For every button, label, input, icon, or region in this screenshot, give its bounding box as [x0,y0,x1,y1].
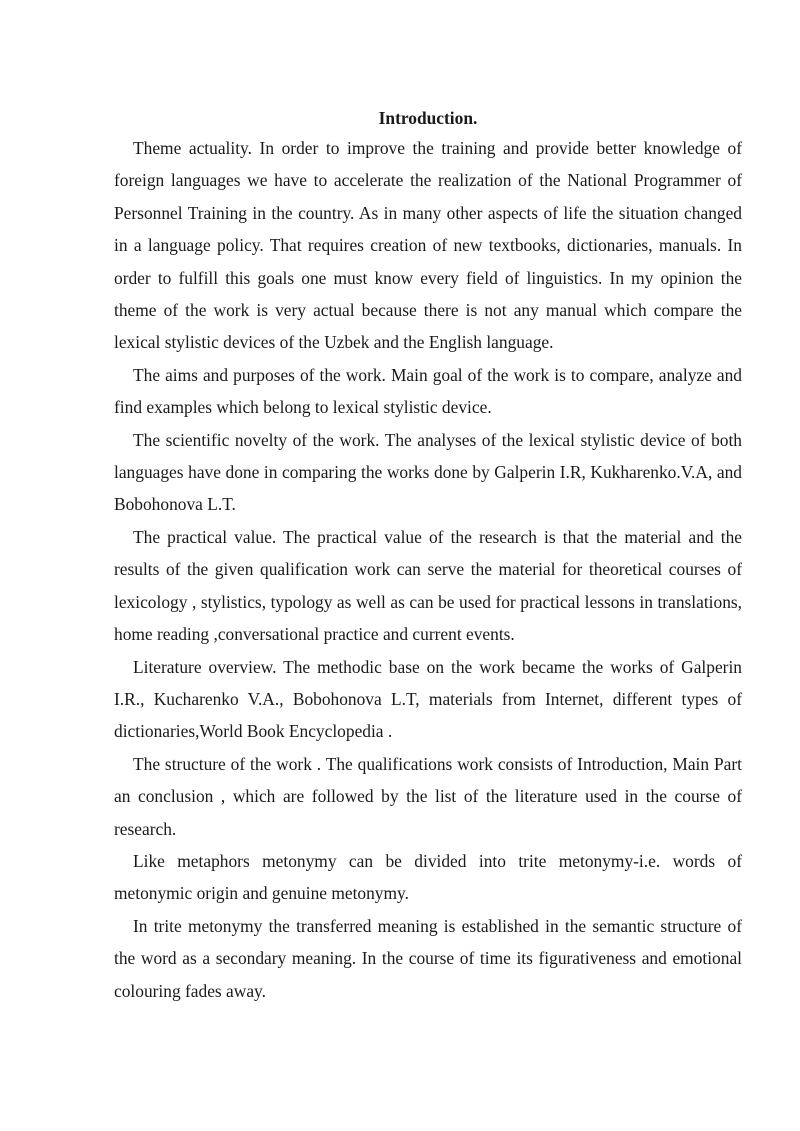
page-title: Introduction. [378,108,478,128]
paragraph-scientific-novelty: The scientific novelty of the work. The analyses of the lexical stylistic device of both languages have done in comparing the works done by Galperin I.R, Kukharenko.V.A, and Bobohonova L.T. [114,429,742,515]
paragraph-theme-actuality: Theme actuality. In order to improve the training and provide better knowledge of foreign languages we have to accelerate the realization of the National Programmer of Personnel Training in the country. As in many other aspects of life the situation changed in a language policy. That requires creation of new textbooks, dictionaries, manuals. In order to fulfill this goals one must know every field of linguistics. In my opinion the theme of the work is very actual because there is not any manual which compare the lexical stylistic devices of the Uzbek and the English language. [114,138,742,353]
paragraph-structure: The structure of the work . The qualifications work consists of Introduction, Main Part an conclusion , which are followed by the list of the literature used in the course of research. [114,753,742,839]
paragraph-metonymy-types: Like metaphors metonymy can be divided into trite metonymy-i.e. words of metonymic origin and genuine metonymy. [114,850,742,904]
paragraph-practical-value: The practical value. The practical value of the research is that the material and the results of the given qualification work can serve the material for theoretical courses of lexicology , stylistics, typology as well as can be used for practical lessons in translations, home reading ,conversational practice and current events. [114,526,742,645]
paragraph-aims: The aims and purposes of the work. Main goal of the work is to compare, analyze and find examples which belong to lexical stylistic device. [114,364,742,418]
paragraph-trite-metonymy: In trite metonymy the transferred meaning is established in the semantic structure of the word as a secondary meaning. In the course of time its figurativeness and emotional colouring fades away. [114,915,742,1001]
paragraph-literature-overview: Literature overview. The methodic base on the work became the works of Galperin I.R., Kucharenko V.A., Bobohonova L.T, materials from Internet, different types of dictionaries,World Book Encyclopedia . [114,656,742,742]
document-body [114,104,742,1007]
